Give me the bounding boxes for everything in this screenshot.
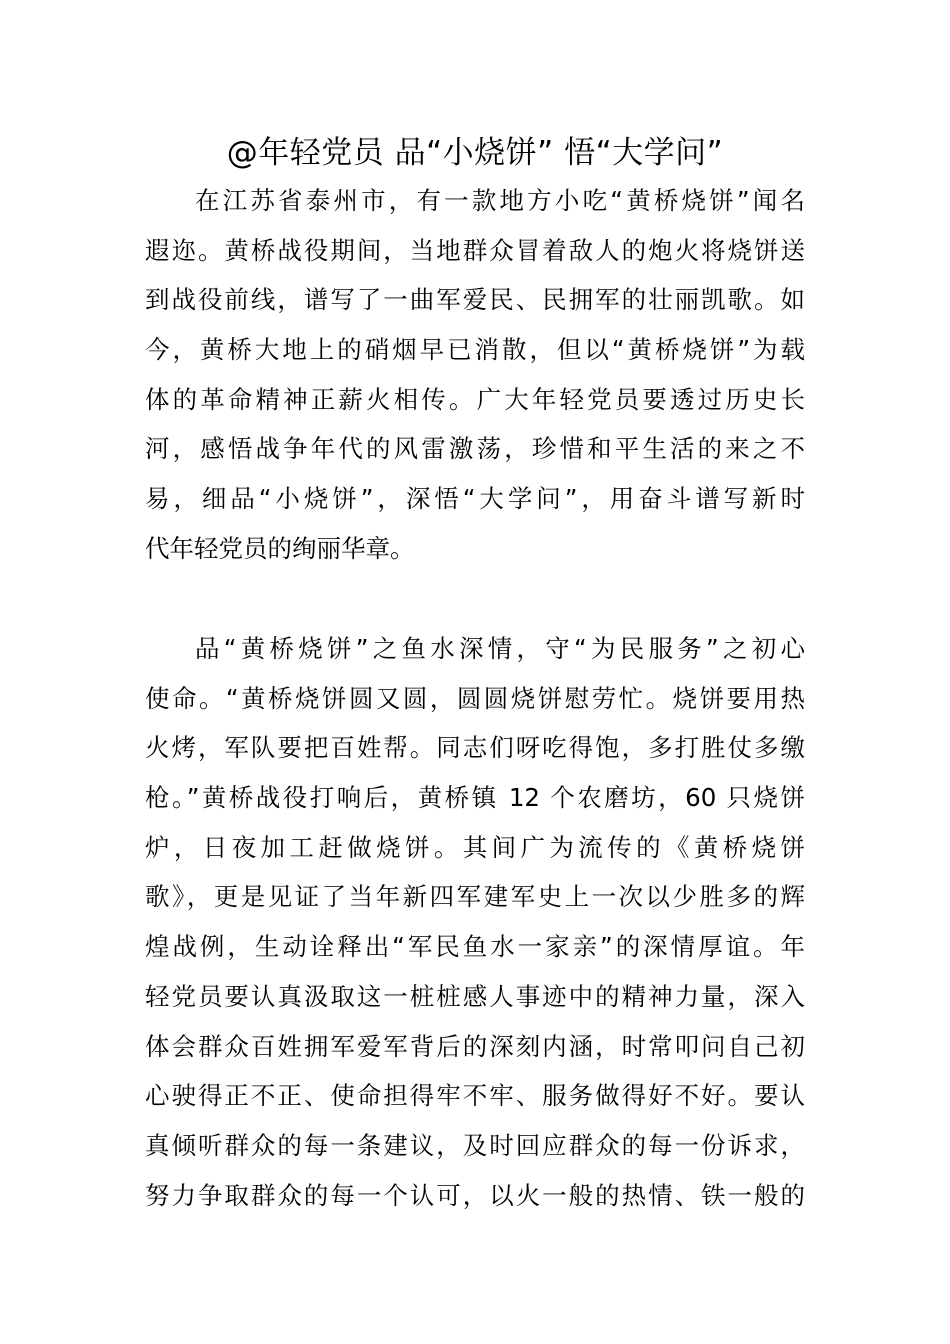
paragraph-line: 在江苏省泰州市，有一款地方小吃“黄桥烧饼”闻名 xyxy=(195,186,805,215)
paragraph-line: 易，细品“小烧饼”，深悟“大学问”，用奋斗谱写新时 xyxy=(145,484,805,514)
paragraph-line: 真倾听群众的每一条建议，及时回应群众的每一份诉求， xyxy=(145,1130,805,1160)
paragraph-line: 今，黄桥大地上的硝烟早已消散，但以“黄桥烧饼”为载 xyxy=(145,335,805,365)
paragraph-line: 体的革命精神正薪火相传。广大年轻党员要透过历史长 xyxy=(145,384,805,414)
article-title: @年轻党员 品“小烧饼” 悟“大学问” xyxy=(226,135,724,171)
paragraph-line: 枪。”黄桥战役打响后，黄桥镇 12 个农磨坊，60 只烧饼 xyxy=(145,783,805,813)
paragraph-line: 努力争取群众的每一个认可，以火一般的热情、铁一般的 xyxy=(145,1180,805,1210)
paragraph-2 xyxy=(145,624,805,1220)
paragraph-line: 炉，日夜加工赶做烧饼。其间广为流传的《黄桥烧饼 xyxy=(145,832,805,862)
paragraph-line: 轻党员要认真汲取这一桩桩感人事迹中的精神力量，深入 xyxy=(145,981,805,1011)
paragraph-line: 品“黄桥烧饼”之鱼水深情，守“为民服务”之初心 xyxy=(195,634,805,663)
paragraph-1 xyxy=(145,176,805,574)
paragraph-line: 歌》，更是见证了当年新四军建军史上一次以少胜多的辉 xyxy=(145,882,805,912)
paragraph-line: 使命。“黄桥烧饼圆又圆，圆圆烧饼慰劳忙。烧饼要用热 xyxy=(145,683,805,713)
paragraph-line: 河，感悟战争年代的风雷激荡，珍惜和平生活的来之不 xyxy=(145,434,805,464)
paragraph-line: 体会群众百姓拥军爱军背后的深刻内涵，时常叩问自己初 xyxy=(145,1031,805,1061)
paragraph-line: 火烤，军队要把百姓帮。同志们呀吃得饱，多打胜仗多缴 xyxy=(145,733,805,763)
paragraph-line: 心驶得正不正、使命担得牢不牢、服务做得好不好。要认 xyxy=(145,1081,805,1111)
paragraph-line: 代年轻党员的绚丽华章。 xyxy=(145,533,415,563)
paragraph-line: 到战役前线，谱写了一曲军爱民、民拥军的壮丽凯歌。如 xyxy=(145,285,805,315)
paragraph-line: 煌战例，生动诠释出“军民鱼水一家亲”的深情厚谊。年 xyxy=(145,932,805,962)
paragraph-line: 遐迩。黄桥战役期间，当地群众冒着敌人的炮火将烧饼送 xyxy=(145,235,805,265)
